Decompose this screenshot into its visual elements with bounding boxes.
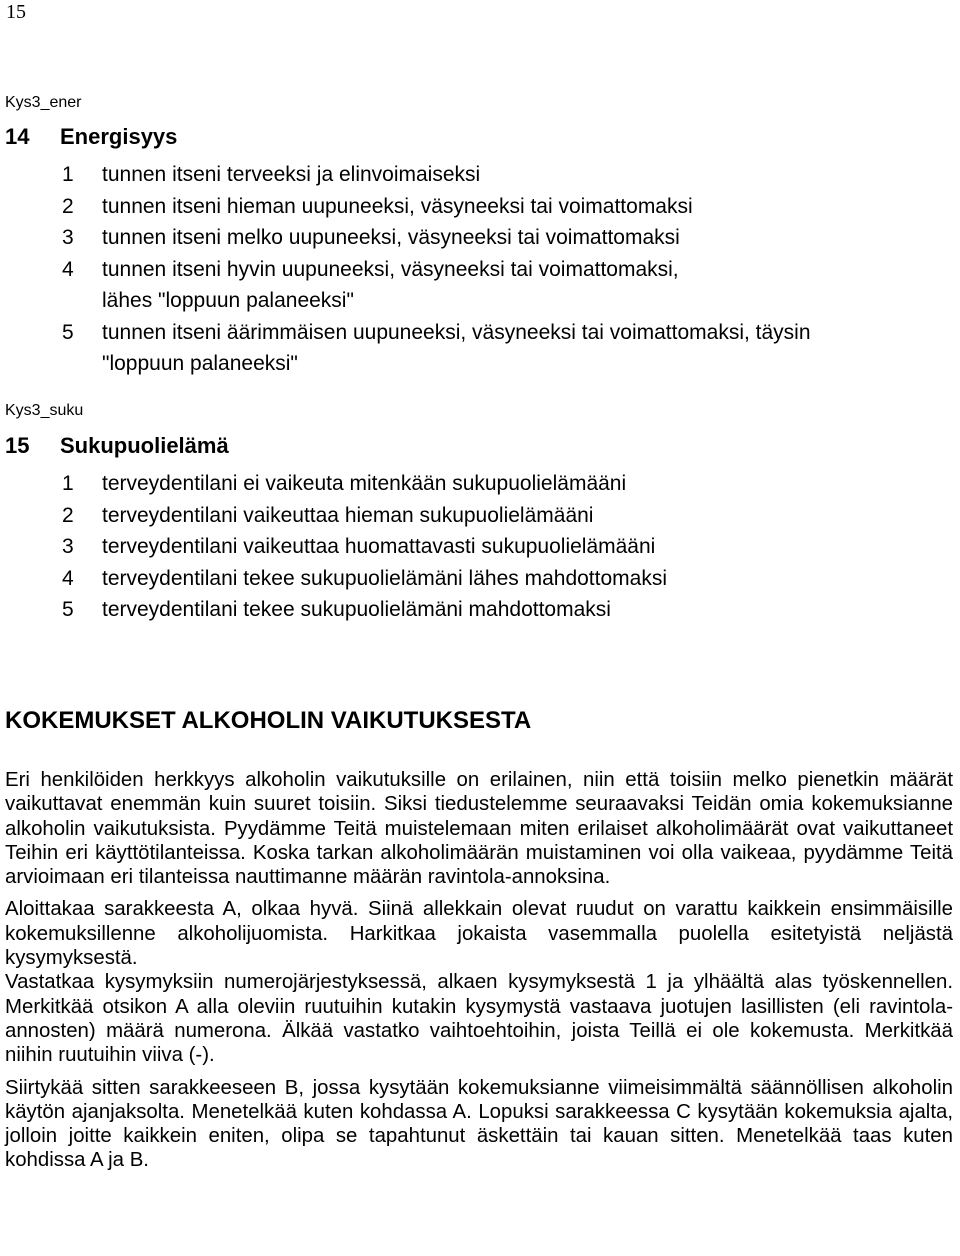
option-line: tunnen itseni terveeksi ja elinvoimaiseksi: [102, 163, 481, 186]
option-line: terveydentilani tekee sukupuolielämäni lähes mahdottomaksi: [102, 566, 667, 590]
question-number: 15: [5, 433, 30, 458]
page-number: 15: [6, 1, 26, 23]
answer-option: [62, 594, 667, 626]
answer-option: [62, 222, 811, 254]
option-text: [102, 531, 655, 563]
option-text: [102, 317, 811, 380]
option-number: 2: [62, 194, 74, 218]
option-text: [102, 563, 667, 595]
option-line: terveydentilani vaikeuttaa huomattavasti sukupuolielämääni: [102, 535, 656, 558]
answer-option: [62, 500, 667, 532]
option-line: tunnen itseni äärimmäisen uupuneeksi, väsyneeksi tai voimattomaksi, täysin: [102, 320, 811, 344]
option-line: tunnen itseni hieman uupuneeksi, väsyneeksi tai voimattomaksi: [102, 194, 693, 218]
option-text: [102, 500, 593, 532]
option-number: 4: [62, 566, 74, 590]
option-line: terveydentilani vaikeuttaa hieman sukupuolielämääni: [102, 503, 594, 527]
option-number: 2: [62, 503, 74, 527]
paragraph: Siirtykää sitten sarakkeeseen B, jossa kysytään kokemuksianne viimeisimmältä säännöllisen alkoholin käytön ajanjaksolta. Menetelkää kuten kohdassa A. Lopuksi sarakkeessa C kysytään kokemuksia ajalta, jolloin joitte kaikkein eniten, olipa se tapahtunut äskettäin tai kauan sitten. Menetelkää taas kuten kohdissa A ja B.: [5, 1076, 953, 1172]
question-title: [5, 123, 177, 151]
question-label: Sukupuolielämä: [60, 433, 229, 458]
question-number: 14: [5, 124, 30, 149]
answer-option: [62, 254, 811, 317]
paragraph: Vastatkaa kysymyksiin numerojärjestyksessä, alkaen kysymyksestä 1 ja ylhäältä alas työskennellen. Merkitkää otsikon A alla oleviin ruutuihin kutakin kysymystä vastaava juotujen lasillisten (eli ravintola-annosten) määrä numerona. Älkää vastatko vaihtoehtoihin, joista Teillä ei ole kokemusta. Merkitkää niihin ruutuihin viiva (-).: [5, 971, 953, 1067]
option-text: [102, 222, 680, 254]
option-text: [102, 254, 679, 317]
option-number: 1: [62, 472, 74, 495]
option-line: tunnen itseni hyvin uupuneeksi, väsyneeksi tai voimattomaksi,: [102, 257, 679, 281]
paragraph: Aloittakaa sarakkeesta A, olkaa hyvä. Siinä allekkain olevat ruudut on varattu kaikkein ensimmäisille kokemuksillenne alkoholijuomista. Harkitkaa jokaista vasemmalla puolella esitetyistä neljästä kysymyksestä.: [5, 898, 953, 970]
option-line: tunnen itseni melko uupuneeksi, väsyneeksi tai voimattomaksi: [102, 226, 680, 249]
variable-code: Kys3_suku: [5, 402, 84, 419]
variable-code: Kys3_ener: [5, 94, 82, 111]
answer-options: [62, 468, 667, 626]
answer-options: [62, 159, 811, 380]
option-text: [102, 594, 611, 626]
paragraph: Eri henkilöiden herkkyys alkoholin vaikutuksille on erilainen, niin että toisiin melko pienetkin määrät vaikuttavat enemmän kuin suuret toisiin. Siksi tiedustelemme seuraavaksi Teidän omia kokemuksianne alkoholin vaikutuksista. Pyydämme Teitä muistelemaan miten erilaiset alkoholimäärät ovat vaikuttaneet Teihin eri käyttötilanteissa. Koska tarkan alkoholimäärän muistaminen voi olla vaikeaa, pyydämme Teitä arvioimaan eri tilanteissa nauttimanne määrän ravintola-annoksina.: [5, 769, 953, 889]
answer-option: [62, 317, 811, 380]
answer-option: [62, 159, 811, 191]
option-number: 3: [62, 535, 74, 558]
section-body: [5, 768, 953, 1173]
option-text: [102, 159, 480, 191]
option-line: "loppuun palaneeksi": [102, 352, 298, 375]
option-number: 5: [62, 320, 74, 344]
question-title: [5, 432, 229, 460]
answer-option: [62, 531, 667, 563]
option-line: terveydentilani tekee sukupuolielämäni mahdottomaksi: [102, 598, 611, 621]
option-number: 5: [62, 598, 74, 621]
option-number: 4: [62, 257, 74, 281]
option-number: 3: [62, 226, 74, 249]
answer-option: [62, 468, 667, 500]
question-label: Energisyys: [60, 124, 178, 149]
section-heading: KOKEMUKSET ALKOHOLIN VAIKUTUKSESTA: [5, 707, 532, 734]
option-line: lähes "loppuun palaneeksi": [102, 289, 354, 312]
option-text: [102, 191, 693, 223]
answer-option: [62, 191, 811, 223]
answer-option: [62, 563, 667, 595]
option-line: terveydentilani ei vaikeuta mitenkään sukupuolielämääni: [102, 472, 627, 495]
option-text: [102, 468, 626, 500]
option-number: 1: [62, 163, 74, 186]
